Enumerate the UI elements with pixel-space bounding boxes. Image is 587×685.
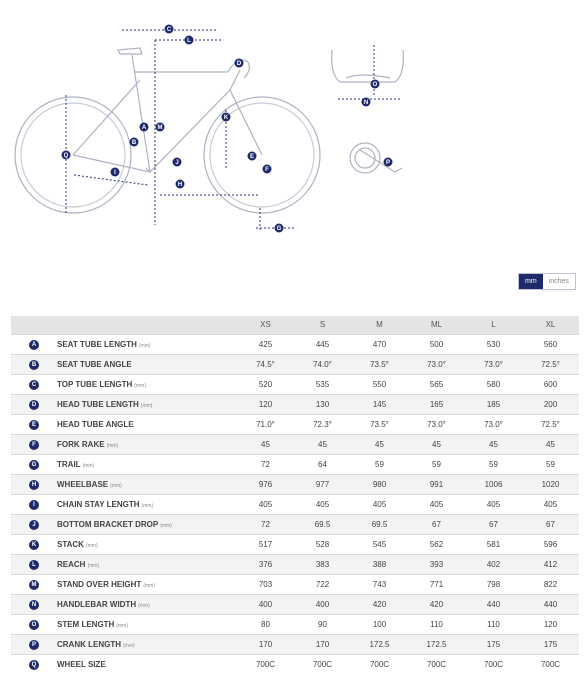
svg-text:Q: Q (63, 153, 69, 160)
row-unit: (mm) (140, 402, 153, 409)
value-cell: 600 (522, 374, 579, 394)
value-cell: 977 (294, 474, 351, 494)
table-row (11, 434, 579, 454)
value-cell: 388 (351, 554, 408, 574)
value-cell: 980 (351, 474, 408, 494)
marker-e (248, 152, 257, 161)
marker-m (156, 123, 165, 132)
bike-frame (73, 55, 262, 172)
value-cell: 440 (465, 594, 522, 614)
row-marker-badge: B (29, 360, 39, 370)
value-cell: 145 (351, 394, 408, 414)
row-unit: (mm) (160, 522, 172, 529)
marker-l (185, 36, 194, 45)
value-cell: 700C (465, 654, 522, 674)
value-cell: 69.5 (351, 514, 408, 534)
size-header-row (11, 316, 579, 334)
svg-text:B: B (131, 140, 137, 147)
value-cell: 71.0° (237, 414, 294, 434)
value-cell: 550 (351, 374, 408, 394)
value-cell: 172.5 (351, 634, 408, 654)
svg-text:I: I (114, 170, 116, 177)
row-label: FORK RAKE (mm) (57, 434, 237, 454)
size-header-xl: XL (522, 316, 579, 334)
value-cell: 528 (294, 534, 351, 554)
value-cell: 545 (351, 534, 408, 554)
row-marker-badge: A (29, 340, 39, 350)
value-cell: 185 (465, 394, 522, 414)
marker-b (130, 138, 139, 147)
value-cell: 1020 (522, 474, 579, 494)
value-cell: 170 (294, 634, 351, 654)
row-label: SEAT TUBE LENGTH (mm) (57, 334, 237, 354)
svg-text:F: F (265, 167, 269, 174)
value-cell: 175 (522, 634, 579, 654)
table-row (11, 494, 579, 514)
table-row (11, 454, 579, 474)
row-marker-badge: O (29, 620, 39, 630)
value-cell: 581 (465, 534, 522, 554)
value-cell: 405 (465, 494, 522, 514)
row-unit: (mm) (110, 482, 122, 489)
value-cell: 45 (522, 434, 579, 454)
row-marker-badge: E (29, 420, 39, 430)
row-unit: (mm) (85, 542, 98, 549)
svg-text:O: O (372, 82, 378, 89)
row-label: WHEELBASE (mm) (57, 474, 237, 494)
value-cell: 120 (237, 394, 294, 414)
row-label: CRANK LENGTH (mm) (57, 634, 237, 654)
geometry-table-body (11, 334, 579, 674)
svg-text:C: C (166, 27, 172, 34)
value-cell: 470 (351, 334, 408, 354)
value-cell: 73.5° (351, 414, 408, 434)
value-cell: 175 (465, 634, 522, 654)
row-label: STAND OVER HEIGHT (mm) (57, 574, 237, 594)
svg-text:A: A (141, 125, 147, 132)
value-cell: 170 (237, 634, 294, 654)
row-unit: (mm) (106, 442, 119, 449)
value-cell: 67 (408, 514, 465, 534)
row-unit: (mm) (82, 462, 95, 469)
geometry-table (11, 316, 579, 674)
value-cell: 393 (408, 554, 465, 574)
value-cell: 110 (408, 614, 465, 634)
size-header-s: S (294, 316, 351, 334)
marker-i (111, 168, 120, 177)
marker-n (362, 98, 371, 107)
value-cell: 405 (408, 494, 465, 514)
value-cell: 425 (237, 334, 294, 354)
row-label: HEAD TUBE LENGTH (mm) (57, 394, 237, 414)
value-cell: 1006 (465, 474, 522, 494)
value-cell: 440 (522, 594, 579, 614)
row-marker-badge: M (29, 580, 39, 590)
value-cell: 400 (294, 594, 351, 614)
value-cell: 517 (237, 534, 294, 554)
table-row (11, 534, 579, 554)
value-cell: 73.0° (408, 414, 465, 434)
svg-text:N: N (363, 100, 369, 107)
table-row (11, 374, 579, 394)
row-marker-badge: D (29, 400, 39, 410)
value-cell: 59 (408, 454, 465, 474)
value-cell: 72.5° (522, 414, 579, 434)
value-cell: 165 (408, 394, 465, 414)
value-cell: 64 (294, 454, 351, 474)
unit-toggle (518, 273, 576, 290)
row-label: WHEEL SIZE (57, 654, 237, 674)
value-cell: 200 (522, 394, 579, 414)
row-label: HANDLEBAR WIDTH (mm) (57, 594, 237, 614)
bike-geometry-diagram (0, 0, 587, 260)
marker-p (384, 158, 393, 167)
value-cell: 45 (408, 434, 465, 454)
row-unit: (mm) (138, 602, 150, 609)
svg-text:H: H (177, 182, 183, 189)
value-cell: 59 (522, 454, 579, 474)
row-marker-badge: C (29, 380, 39, 390)
value-cell: 445 (294, 334, 351, 354)
value-cell: 405 (351, 494, 408, 514)
value-cell: 59 (465, 454, 522, 474)
value-cell: 45 (351, 434, 408, 454)
marker-o (371, 80, 380, 89)
value-cell: 991 (408, 474, 465, 494)
row-marker-badge: Q (29, 660, 39, 670)
table-row (11, 334, 579, 354)
table-row (11, 654, 579, 674)
value-cell: 400 (237, 594, 294, 614)
value-cell: 722 (294, 574, 351, 594)
row-marker-badge: K (29, 540, 39, 550)
value-cell: 700C (522, 654, 579, 674)
value-cell: 74.5° (237, 354, 294, 374)
value-cell: 69.5 (294, 514, 351, 534)
value-cell: 412 (522, 554, 579, 574)
table-row (11, 514, 579, 534)
row-unit: (mm) (143, 582, 155, 589)
value-cell: 72.3° (294, 414, 351, 434)
value-cell: 596 (522, 534, 579, 554)
row-unit: (mm) (141, 502, 154, 509)
row-unit: (mm) (134, 382, 146, 389)
row-marker-badge: H (29, 480, 39, 490)
svg-text:K: K (223, 115, 229, 122)
table-row (11, 594, 579, 614)
value-cell: 120 (522, 614, 579, 634)
svg-text:M: M (157, 125, 163, 132)
value-cell: 383 (294, 554, 351, 574)
value-cell: 562 (408, 534, 465, 554)
value-cell: 420 (408, 594, 465, 614)
row-label: BOTTOM BRACKET DROP (mm) (57, 514, 237, 534)
value-cell: 405 (294, 494, 351, 514)
value-cell: 73.5° (351, 354, 408, 374)
row-unit: (mm) (138, 342, 151, 349)
value-cell: 45 (294, 434, 351, 454)
table-row (11, 394, 579, 414)
marker-f (263, 165, 272, 174)
row-label: CHAIN STAY LENGTH (mm) (57, 494, 237, 514)
size-header-ml: ML (408, 316, 465, 334)
svg-text:J: J (175, 160, 179, 167)
value-cell: 822 (522, 574, 579, 594)
marker-h (176, 180, 185, 189)
marker-j (173, 158, 182, 167)
value-cell: 405 (237, 494, 294, 514)
value-cell: 520 (237, 374, 294, 394)
row-marker-badge: F (29, 440, 39, 450)
value-cell: 402 (465, 554, 522, 574)
size-header-xs: XS (237, 316, 294, 334)
row-label: REACH (mm) (57, 554, 237, 574)
value-cell: 565 (408, 374, 465, 394)
row-label: HEAD TUBE ANGLE (57, 414, 237, 434)
value-cell: 90 (294, 614, 351, 634)
row-unit: (mm) (116, 622, 129, 629)
table-row (11, 574, 579, 594)
value-cell: 67 (522, 514, 579, 534)
marker-g (275, 224, 284, 233)
value-cell: 74.0° (294, 354, 351, 374)
handlebar-top-view (332, 50, 404, 82)
table-row (11, 414, 579, 434)
row-label: STACK (mm) (57, 534, 237, 554)
value-cell: 72 (237, 454, 294, 474)
row-marker-badge: P (29, 640, 39, 650)
value-cell: 80 (237, 614, 294, 634)
value-cell: 45 (465, 434, 522, 454)
svg-text:G: G (276, 226, 282, 233)
row-marker-badge: L (29, 560, 39, 570)
unit-mm-button[interactable]: mm (519, 274, 543, 289)
value-cell: 703 (237, 574, 294, 594)
value-cell: 172.5 (408, 634, 465, 654)
row-label: SEAT TUBE ANGLE (57, 354, 237, 374)
table-row (11, 354, 579, 374)
row-label: TOP TUBE LENGTH (mm) (57, 374, 237, 394)
value-cell: 59 (351, 454, 408, 474)
svg-text:P: P (385, 160, 391, 167)
value-cell: 67 (465, 514, 522, 534)
table-row (11, 634, 579, 654)
table-row (11, 614, 579, 634)
row-marker-badge: I (29, 500, 39, 510)
value-cell: 73.0° (465, 354, 522, 374)
svg-text:D: D (236, 61, 242, 68)
value-cell: 100 (351, 614, 408, 634)
value-cell: 72 (237, 514, 294, 534)
value-cell: 560 (522, 334, 579, 354)
row-unit: (mm) (123, 642, 135, 649)
value-cell: 376 (237, 554, 294, 574)
value-cell: 130 (294, 394, 351, 414)
value-cell: 700C (294, 654, 351, 674)
size-header-l: L (465, 316, 522, 334)
row-marker-badge: J (29, 520, 39, 530)
table-row (11, 474, 579, 494)
unit-inches-button[interactable]: inches (543, 274, 575, 289)
value-cell: 45 (237, 434, 294, 454)
row-label: TRAIL (mm) (57, 454, 237, 474)
value-cell: 405 (522, 494, 579, 514)
value-cell: 420 (351, 594, 408, 614)
value-cell: 700C (408, 654, 465, 674)
value-cell: 771 (408, 574, 465, 594)
value-cell: 530 (465, 334, 522, 354)
value-cell: 110 (465, 614, 522, 634)
svg-text:L: L (187, 38, 191, 45)
value-cell: 798 (465, 574, 522, 594)
marker-a (140, 123, 149, 132)
marker-k (222, 113, 231, 122)
marker-c (165, 25, 174, 34)
value-cell: 73.0° (408, 354, 465, 374)
value-cell: 535 (294, 374, 351, 394)
table-row (11, 554, 579, 574)
row-marker-badge: N (29, 600, 39, 610)
svg-text:E: E (249, 154, 255, 161)
row-label: STEM LENGTH (mm) (57, 614, 237, 634)
value-cell: 743 (351, 574, 408, 594)
marker-d (235, 59, 244, 68)
size-header-m: M (351, 316, 408, 334)
row-unit: (mm) (87, 562, 100, 569)
value-cell: 700C (237, 654, 294, 674)
row-marker-badge: G (29, 460, 39, 470)
value-cell: 500 (408, 334, 465, 354)
value-cell: 976 (237, 474, 294, 494)
marker-q (62, 151, 71, 160)
value-cell: 72.5° (522, 354, 579, 374)
value-cell: 700C (351, 654, 408, 674)
value-cell: 73.0° (465, 414, 522, 434)
value-cell: 580 (465, 374, 522, 394)
